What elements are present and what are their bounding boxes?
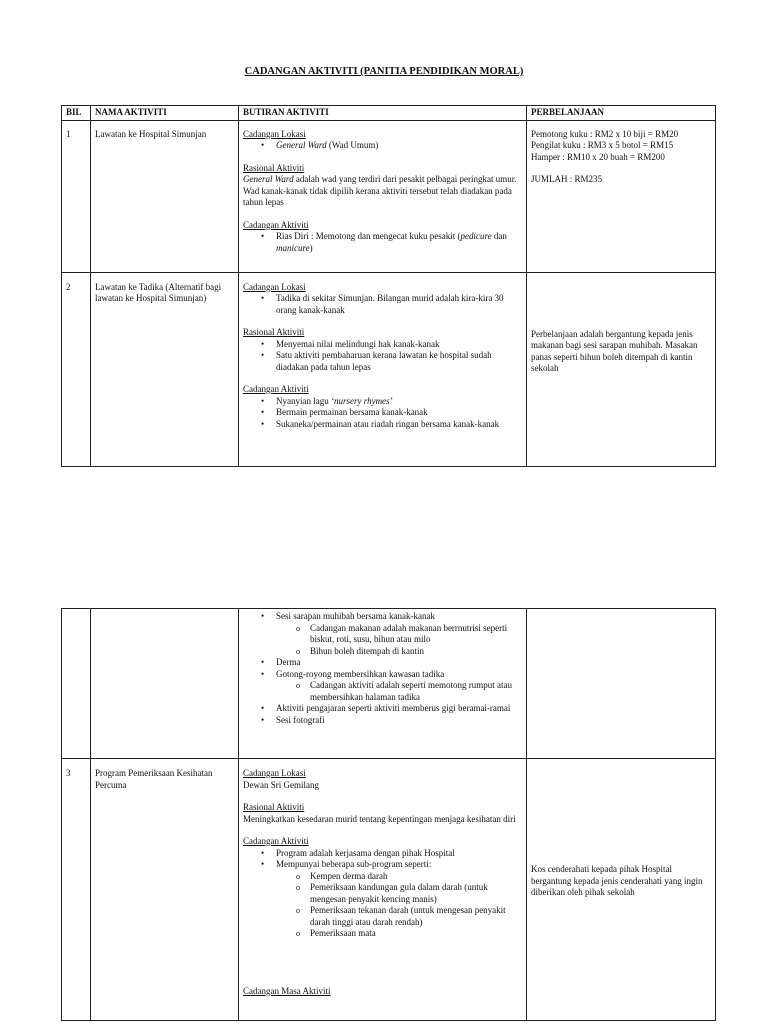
section-heading: Cadangan Masa Aktiviti xyxy=(243,985,331,996)
bullet-list xyxy=(243,848,522,940)
cost-line: Pengilat kuku : RM3 x 5 botol = RM15 xyxy=(531,140,674,150)
row-bil: 2 xyxy=(62,272,91,466)
row-nama-aktiviti: Program Pemeriksaan Kesihatan Percuma xyxy=(91,759,239,1021)
section-heading: Rasional Aktiviti xyxy=(243,802,305,812)
list-item: • Satu aktiviti pembaharuan kerana lawatan ke hospital sudah diadakan pada tahun lepas xyxy=(276,350,522,373)
paragraph: General Ward adalah wad yang terdiri dari pesakit pelbagai peringkat umur. Wad kanak-kanak tidak dipilih kerana aktiviti tersebut telah diadakan pada tahun lepas xyxy=(243,174,517,207)
row-bil xyxy=(62,609,91,759)
table-row xyxy=(62,272,716,466)
bullet-list xyxy=(243,339,522,374)
sub-list xyxy=(276,871,522,940)
paragraph: Perbelanjaan adalah bergantung kepada jenis makanan bagi sesi sarapan muhibah. Masakan panas seperti bihun boleh ditempah di kantin sekolah xyxy=(531,328,698,373)
row-butiran-aktiviti xyxy=(239,272,527,466)
header-perbelanjaan: PERBELANJAAN xyxy=(527,106,716,121)
list-item: • Aktiviti pengajaran seperti aktiviti memberus gigi beramai-ramai xyxy=(276,703,522,715)
row-perbelanjaan xyxy=(527,272,716,466)
activity-table xyxy=(61,105,716,467)
section-heading: Cadangan Aktiviti xyxy=(243,836,309,846)
table-header-row xyxy=(62,106,716,121)
list-item: • Tadika di sekitar Simunjan. Bilangan murid adalah kira-kira 30 orang kanak-kanak xyxy=(276,293,522,316)
list-item: • Nyanyian lagu ‘nursery rhymes’ xyxy=(276,396,522,408)
row-butiran-aktiviti xyxy=(239,609,527,759)
header-bil: BIL xyxy=(62,106,91,121)
list-item: • Sukaneka/permainan atau riadah ringan bersama kanak-kanak xyxy=(276,419,522,431)
page-title: CADANGAN AKTIVITI (PANITIA PENDIDIKAN MORAL) xyxy=(244,66,524,77)
cost-line: Hamper : RM10 x 20 buah = RM200 xyxy=(531,151,665,162)
section-heading: Cadangan Lokasi xyxy=(243,128,306,139)
cost-line: Pemotong kuku : RM2 x 10 biji = RM20 xyxy=(531,128,679,139)
sub-list xyxy=(276,680,522,703)
list-item: • Sesi fotografi xyxy=(276,715,522,727)
activity-table-continued xyxy=(61,608,716,1021)
cost-total: JUMLAH : RM235 xyxy=(531,174,603,184)
sub-list-item: o Pemeriksaan tekanan darah (untuk mengesan penyakit darah tinggi atau darah rendah) xyxy=(310,905,522,928)
sub-list-item: o Cadangan aktiviti adalah seperti memotong rumput atau membersihkan halaman tadika xyxy=(310,680,522,703)
list-item: • Bermain permainan bersama kanak-kanak xyxy=(276,407,522,419)
section-heading: Cadangan Aktiviti xyxy=(243,384,309,394)
row-perbelanjaan xyxy=(527,759,716,1021)
sub-list xyxy=(276,623,522,658)
bullet-list xyxy=(243,140,522,152)
list-item: • Derma xyxy=(276,657,522,669)
section-heading: Cadangan Lokasi xyxy=(243,281,306,292)
bullet-list xyxy=(243,231,522,254)
table-row xyxy=(62,759,716,1021)
bullet-list xyxy=(243,293,522,316)
paragraph: Meningkatkan kesedaran murid tentang kepentingan menjaga kesihatan diri xyxy=(243,813,516,824)
table-row xyxy=(62,609,716,759)
bullet-list xyxy=(243,611,522,726)
row-bil: 1 xyxy=(62,120,91,272)
list-item: • Program adalah kerjasama dengan pihak Hospital xyxy=(276,848,522,860)
section-heading: Cadangan Lokasi xyxy=(243,768,306,778)
list-item: • General Ward (Wad Umum) xyxy=(276,140,522,152)
section-heading: Rasional Aktiviti xyxy=(243,162,305,173)
bullet-list xyxy=(243,396,522,431)
sub-list-item: o Cadangan makanan adalah makanan berrnutrisi seperti biskut, roti, susu, bihun atau milo xyxy=(310,623,522,646)
row-nama-aktiviti: Lawatan ke Hospital Simunjan xyxy=(91,120,239,272)
header-butiran-aktiviti: BUTIRAN AKTIVITI xyxy=(239,106,527,121)
sub-list-item: o Pemeriksaan kandungan gula dalam darah (untuk mengesan penyakit kencing manis) xyxy=(310,882,522,905)
list-item: • Menyemai nilai melindungi hak kanak-kanak xyxy=(276,339,522,351)
sub-list-item: o Kempen derma darah xyxy=(310,871,522,883)
list-item: • Rias Diri : Memotong dan mengecat kuku pesakit (pedicure dan manicure) xyxy=(276,231,522,254)
row-nama-aktiviti: Lawatan ke Tadika (Alternatif bagi lawatan ke Hospital Simunjan) xyxy=(91,272,239,466)
sub-list-item: o Bihun boleh ditempah di kantin xyxy=(310,646,522,658)
paragraph: Dewan Sri Gemilang xyxy=(243,779,319,790)
section-heading: Cadangan Aktiviti xyxy=(243,219,309,230)
table-row xyxy=(62,120,716,272)
row-butiran-aktiviti xyxy=(239,120,527,272)
row-butiran-aktiviti xyxy=(239,759,527,1021)
row-perbelanjaan xyxy=(527,609,716,759)
paragraph: Kos cenderahati kepada pihak Hospital bergantung kepada jenis cenderahati yang ingin diberikan oleh pihak sekolah xyxy=(531,864,703,897)
row-bil: 3 xyxy=(62,759,91,1021)
list-item: • Gotong-royong membersihkan kawasan tadika o Cadangan aktiviti adalah seperti memotong rumput atau membersihkan halaman tadika xyxy=(276,669,522,704)
sub-list-item: o Pemeriksaan mata xyxy=(310,928,522,940)
row-perbelanjaan xyxy=(527,120,716,272)
list-item: • Mempunyai beberapa sub-program seperti: o Kempen derma darah o Pemeriksaan kandungan gula dalam darah (untuk mengesan penyakit kencing manis) o Pemeriksaan tekanan darah (untuk mengesan penyakit darah tinggi atau darah rendah) o Pemeriksaan mata xyxy=(276,859,522,940)
list-item: • Sesi sarapan muhibah bersama kanak-kanak o Cadangan makanan adalah makanan berrnutrisi seperti biskut, roti, susu, bihun atau milo o Bihun boleh ditempah di kantin xyxy=(276,611,522,657)
section-heading: Rasional Aktiviti xyxy=(243,327,305,337)
header-nama-aktiviti: NAMA AKTIVITI xyxy=(91,106,239,121)
row-nama-aktiviti xyxy=(91,609,239,759)
